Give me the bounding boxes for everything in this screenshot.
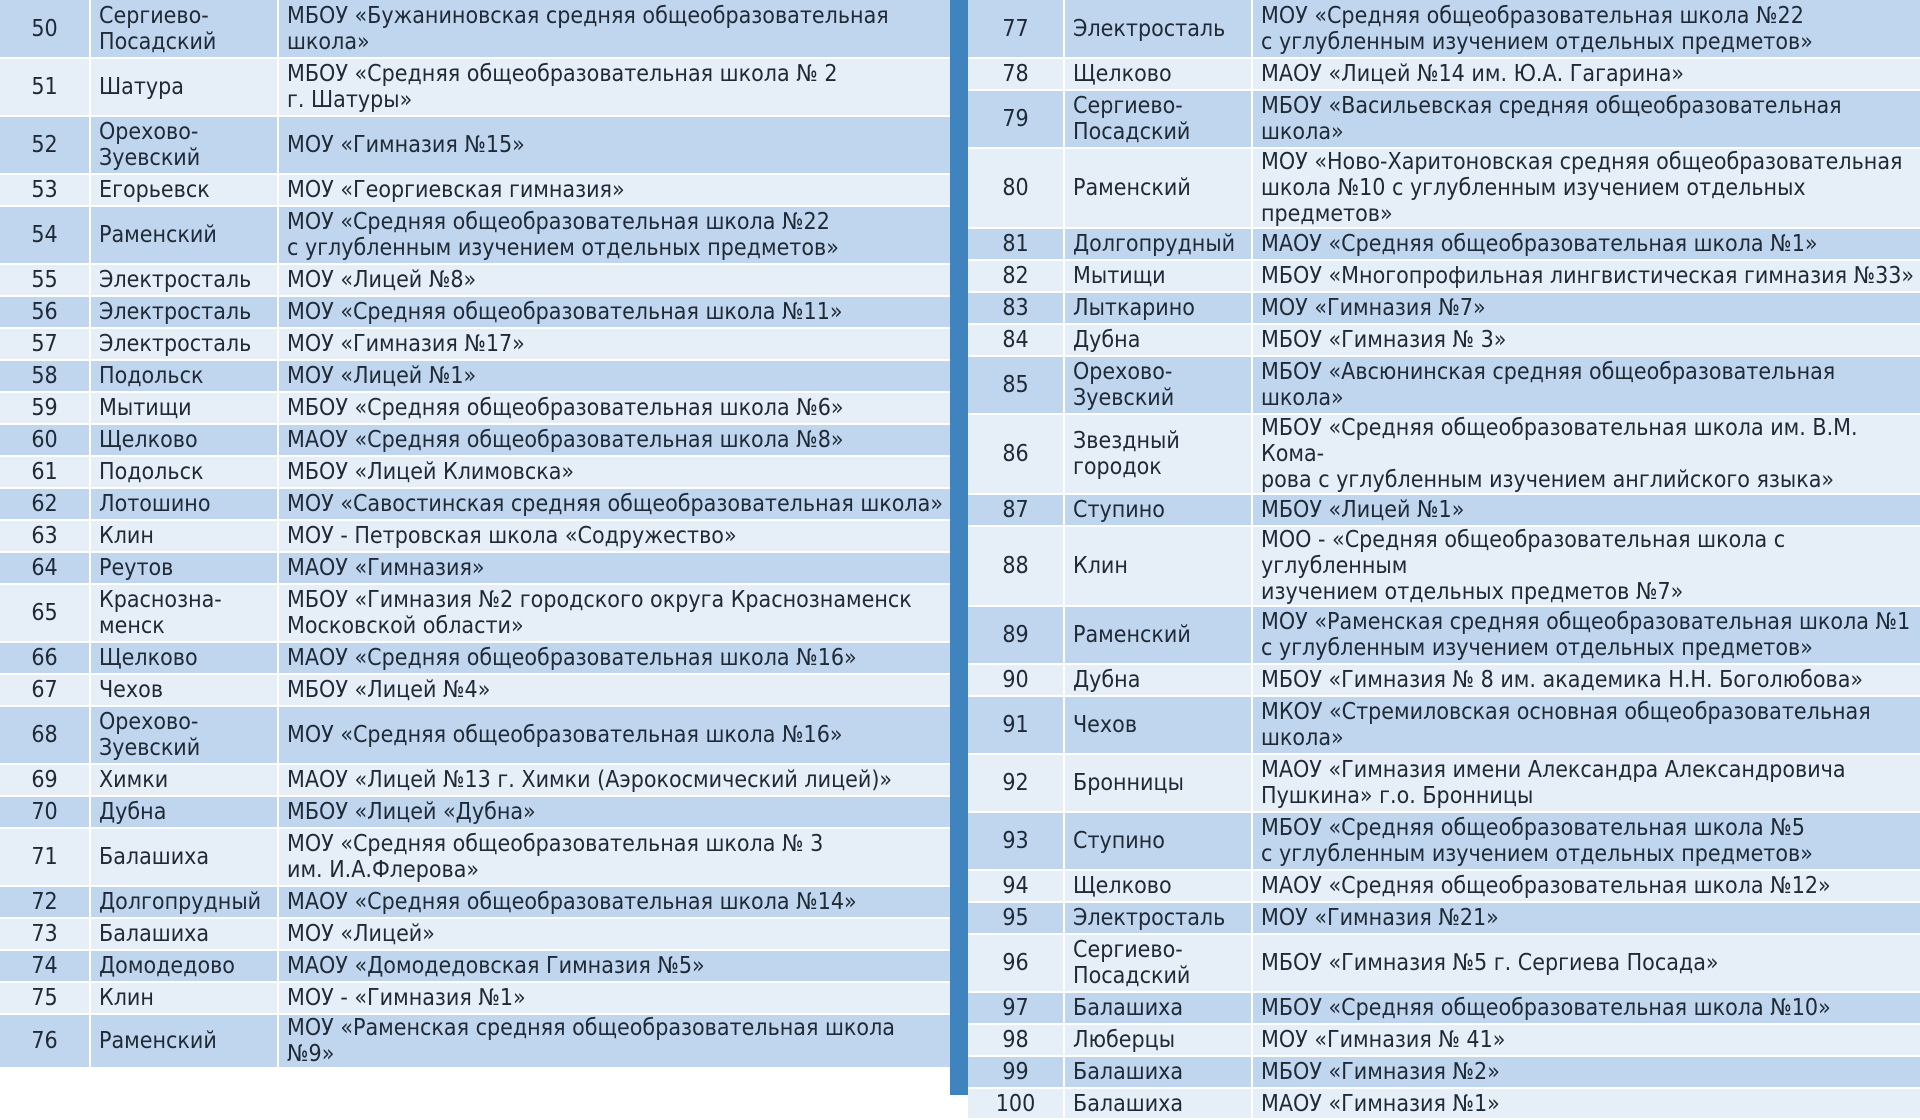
row-school: МОУ - Петровская школа «Содружество»	[278, 520, 950, 552]
row-city: Клин	[90, 520, 278, 552]
row-number: 90	[968, 664, 1064, 696]
row-school: МОУ «Лицей №8»	[278, 264, 950, 296]
table-left-panel	[0, 0, 950, 1095]
row-school: МОУ «Средняя общеобразовательная школа № 3 им. И.А.Флерова»	[278, 828, 950, 886]
row-city: Дубна	[1064, 324, 1252, 356]
row-school: МАОУ «Гимназия №1»	[1252, 1088, 1920, 1119]
row-school: МОУ «Ново-Харитоновская средняя общеобразовательная школа №10 с углубленным изучением отдельных предметов»	[1252, 148, 1920, 228]
row-number: 82	[968, 260, 1064, 292]
row-number: 81	[968, 228, 1064, 260]
row-number: 97	[968, 992, 1064, 1024]
row-number: 65	[0, 584, 90, 642]
row-school: МОУ «Гимназия №15»	[278, 116, 950, 174]
row-school: МБОУ «Гимназия №2»	[1252, 1056, 1920, 1088]
row-school: МОУ «Савостинская средняя общеобразовательная школа»	[278, 488, 950, 520]
table-row	[968, 494, 1920, 526]
row-city: Егорьевск	[90, 174, 278, 206]
row-number: 52	[0, 116, 90, 174]
row-school: МАОУ «Гимназия»	[278, 552, 950, 584]
row-school: МОУ «Средняя общеобразовательная школа №22 с углубленным изучением отдельных предметов»	[1252, 0, 1920, 58]
row-city: Мытищи	[1064, 260, 1252, 292]
row-number: 68	[0, 706, 90, 764]
table-row	[968, 0, 1920, 58]
table-row	[968, 526, 1920, 606]
row-number: 63	[0, 520, 90, 552]
row-city: Чехов	[90, 674, 278, 706]
table-row	[0, 328, 950, 360]
row-school: МАОУ «Средняя общеобразовательная школа №1»	[1252, 228, 1920, 260]
row-number: 53	[0, 174, 90, 206]
row-school: МАОУ «Средняя общеобразовательная школа №8»	[278, 424, 950, 456]
row-school: МОУ «Гимназия №17»	[278, 328, 950, 360]
row-number: 73	[0, 918, 90, 950]
row-city: Домодедово	[90, 950, 278, 982]
table-row	[968, 324, 1920, 356]
table-row	[0, 488, 950, 520]
row-number: 74	[0, 950, 90, 982]
row-city: Сергиево- Посадский	[1064, 934, 1252, 992]
schools-table-left	[0, 0, 950, 1069]
row-city: Раменский	[1064, 606, 1252, 664]
row-city: Раменский	[1064, 148, 1252, 228]
table-row	[968, 1024, 1920, 1056]
row-school: МБОУ «Гимназия №5 г. Сергиева Посада»	[1252, 934, 1920, 992]
row-city: Лыткарино	[1064, 292, 1252, 324]
table-row	[0, 456, 950, 488]
row-number: 91	[968, 696, 1064, 754]
row-city: Шатура	[90, 58, 278, 116]
table-row	[0, 828, 950, 886]
row-city: Балашиха	[1064, 1088, 1252, 1119]
table-row	[968, 228, 1920, 260]
row-school: МАОУ «Гимназия имени Александра Александровича Пушкина» г.о. Бронницы	[1252, 754, 1920, 812]
row-number: 98	[968, 1024, 1064, 1056]
row-school: МБОУ «Лицей Климовска»	[278, 456, 950, 488]
row-number: 59	[0, 392, 90, 424]
row-school: МОУ «Средняя общеобразовательная школа №22 с углубленным изучением отдельных предметов»	[278, 206, 950, 264]
row-school: МОУ «Средняя общеобразовательная школа №11»	[278, 296, 950, 328]
row-school: МБОУ «Лицей №4»	[278, 674, 950, 706]
row-number: 66	[0, 642, 90, 674]
row-city: Орехово- Зуевский	[90, 116, 278, 174]
row-city: Дубна	[90, 796, 278, 828]
row-number: 62	[0, 488, 90, 520]
row-city: Ступино	[1064, 812, 1252, 870]
table-row	[968, 696, 1920, 754]
row-school: МОО - «Средняя общеобразовательная школа с углубленным изучением отдельных предметов №7»	[1252, 526, 1920, 606]
schools-table-right	[968, 0, 1920, 1120]
row-city: Балашиха	[90, 828, 278, 886]
row-number: 95	[968, 902, 1064, 934]
row-school: МОУ «Георгиевская гимназия»	[278, 174, 950, 206]
row-city: Электросталь	[1064, 0, 1252, 58]
table-row	[0, 584, 950, 642]
table-row	[968, 664, 1920, 696]
row-school: МБОУ «Средняя общеобразовательная школа № 2 г. Шатуры»	[278, 58, 950, 116]
row-school: МКОУ «Стремиловская основная общеобразовательная школа»	[1252, 696, 1920, 754]
table-row	[0, 674, 950, 706]
table-row	[0, 58, 950, 116]
table-row	[0, 296, 950, 328]
table-row	[0, 520, 950, 552]
row-school: МБОУ «Гимназия № 3»	[1252, 324, 1920, 356]
table-row	[968, 606, 1920, 664]
row-city: Подольск	[90, 360, 278, 392]
row-city: Ступино	[1064, 494, 1252, 526]
row-school: МОУ «Гимназия № 41»	[1252, 1024, 1920, 1056]
table-row	[968, 58, 1920, 90]
column-divider	[950, 0, 968, 1095]
row-school: МБОУ «Лицей №1»	[1252, 494, 1920, 526]
row-school: МБОУ «Бужаниновская средняя общеобразовательная школа»	[278, 0, 950, 58]
row-school: МОУ - «Гимназия №1»	[278, 982, 950, 1014]
row-school: МАОУ «Средняя общеобразовательная школа №12»	[1252, 870, 1920, 902]
table-row	[968, 1056, 1920, 1088]
row-city: Лотошино	[90, 488, 278, 520]
row-city: Балашиха	[90, 918, 278, 950]
row-number: 93	[968, 812, 1064, 870]
row-number: 92	[968, 754, 1064, 812]
row-number: 94	[968, 870, 1064, 902]
table-row	[0, 206, 950, 264]
table-row	[0, 0, 950, 58]
row-school: МОУ «Лицей»	[278, 918, 950, 950]
row-number: 78	[968, 58, 1064, 90]
table-row	[968, 90, 1920, 148]
table-row	[968, 260, 1920, 292]
row-city: Электросталь	[90, 264, 278, 296]
table-row	[968, 754, 1920, 812]
table-row	[0, 360, 950, 392]
row-school: МОУ «Средняя общеобразовательная школа №16»	[278, 706, 950, 764]
row-city: Долгопрудный	[1064, 228, 1252, 260]
row-number: 57	[0, 328, 90, 360]
row-number: 54	[0, 206, 90, 264]
row-city: Раменский	[90, 1014, 278, 1068]
row-city: Мытищи	[90, 392, 278, 424]
row-city: Балашиха	[1064, 1056, 1252, 1088]
row-school: МБОУ «Многопрофильная лингвистическая гимназия №33»	[1252, 260, 1920, 292]
row-school: МАОУ «Лицей №14 им. Ю.А. Гагарина»	[1252, 58, 1920, 90]
table-row	[968, 414, 1920, 494]
table-row	[0, 174, 950, 206]
table-row	[0, 796, 950, 828]
row-school: МАОУ «Средняя общеобразовательная школа №16»	[278, 642, 950, 674]
row-city: Балашиха	[1064, 992, 1252, 1024]
table-row	[968, 934, 1920, 992]
table-row	[0, 392, 950, 424]
row-school: МБОУ «Средняя общеобразовательная школа им. В.М. Кома- рова с углубленным изучением английского языка»	[1252, 414, 1920, 494]
row-number: 70	[0, 796, 90, 828]
row-school: МАОУ «Домодедовская Гимназия №5»	[278, 950, 950, 982]
row-number: 69	[0, 764, 90, 796]
row-city: Электросталь	[1064, 902, 1252, 934]
table-row	[968, 292, 1920, 324]
row-city: Щелково	[1064, 870, 1252, 902]
row-number: 58	[0, 360, 90, 392]
row-number: 77	[968, 0, 1064, 58]
table-row	[968, 902, 1920, 934]
table-row	[0, 264, 950, 296]
row-number: 72	[0, 886, 90, 918]
row-number: 85	[968, 356, 1064, 414]
table-row	[0, 116, 950, 174]
table-row	[0, 1014, 950, 1068]
row-number: 89	[968, 606, 1064, 664]
table-row	[968, 812, 1920, 870]
row-number: 83	[968, 292, 1064, 324]
table-row	[0, 552, 950, 584]
row-city: Орехово- Зуевский	[1064, 356, 1252, 414]
row-city: Бронницы	[1064, 754, 1252, 812]
row-city: Химки	[90, 764, 278, 796]
row-school: МОУ «Гимназия №7»	[1252, 292, 1920, 324]
row-number: 87	[968, 494, 1064, 526]
table-row	[968, 870, 1920, 902]
row-number: 67	[0, 674, 90, 706]
row-number: 96	[968, 934, 1064, 992]
table-right-panel	[968, 0, 1920, 1117]
table-row	[968, 148, 1920, 228]
row-city: Клин	[90, 982, 278, 1014]
row-city: Сергиево- Посадский	[1064, 90, 1252, 148]
row-number: 84	[968, 324, 1064, 356]
row-city: Раменский	[90, 206, 278, 264]
row-school: МБОУ «Гимназия № 8 им. академика Н.Н. Боголюбова»	[1252, 664, 1920, 696]
table-row	[0, 706, 950, 764]
row-school: МБОУ «Авсюнинская средняя общеобразовательная школа»	[1252, 356, 1920, 414]
row-city: Подольск	[90, 456, 278, 488]
row-school: МБОУ «Средняя общеобразовательная школа №6»	[278, 392, 950, 424]
row-school: МОУ «Гимназия №21»	[1252, 902, 1920, 934]
row-school: МБОУ «Гимназия №2 городского округа Краснознаменск Московской области»	[278, 584, 950, 642]
row-city: Сергиево- Посадский	[90, 0, 278, 58]
row-city: Клин	[1064, 526, 1252, 606]
row-number: 60	[0, 424, 90, 456]
row-number: 80	[968, 148, 1064, 228]
table-row	[0, 642, 950, 674]
table-row	[0, 424, 950, 456]
row-number: 88	[968, 526, 1064, 606]
table-row	[968, 992, 1920, 1024]
row-city: Дубна	[1064, 664, 1252, 696]
table-row	[968, 356, 1920, 414]
row-city: Звездный городок	[1064, 414, 1252, 494]
row-number: 100	[968, 1088, 1064, 1119]
row-number: 99	[968, 1056, 1064, 1088]
row-number: 86	[968, 414, 1064, 494]
row-number: 51	[0, 58, 90, 116]
row-city: Орехово- Зуевский	[90, 706, 278, 764]
row-number: 56	[0, 296, 90, 328]
row-number: 71	[0, 828, 90, 886]
table-row	[0, 950, 950, 982]
row-city: Люберцы	[1064, 1024, 1252, 1056]
table-row	[0, 886, 950, 918]
row-school: МОУ «Лицей №1»	[278, 360, 950, 392]
row-school: МБОУ «Средняя общеобразовательная школа №10»	[1252, 992, 1920, 1024]
row-number: 55	[0, 264, 90, 296]
row-city: Краснозна- менск	[90, 584, 278, 642]
row-city: Щелково	[90, 424, 278, 456]
row-number: 50	[0, 0, 90, 58]
row-number: 76	[0, 1014, 90, 1068]
row-school: МБОУ «Средняя общеобразовательная школа №5 с углубленным изучением отдельных предметов»	[1252, 812, 1920, 870]
row-number: 61	[0, 456, 90, 488]
row-city: Электросталь	[90, 296, 278, 328]
row-school: МБОУ «Лицей «Дубна»	[278, 796, 950, 828]
row-city: Электросталь	[90, 328, 278, 360]
row-number: 79	[968, 90, 1064, 148]
row-city: Чехов	[1064, 696, 1252, 754]
row-school: МБОУ «Васильевская средняя общеобразовательная школа»	[1252, 90, 1920, 148]
row-school: МОУ «Раменская средняя общеобразовательная школа №9»	[278, 1014, 950, 1068]
row-city: Долгопрудный	[90, 886, 278, 918]
table-row	[0, 764, 950, 796]
table-row	[968, 1088, 1920, 1119]
row-city: Реутов	[90, 552, 278, 584]
row-school: МОУ «Раменская средняя общеобразовательная школа №1 с углубленным изучением отдельных предметов»	[1252, 606, 1920, 664]
row-number: 75	[0, 982, 90, 1014]
table-row	[0, 918, 950, 950]
row-school: МАОУ «Средняя общеобразовательная школа №14»	[278, 886, 950, 918]
row-city: Щелково	[1064, 58, 1252, 90]
row-city: Щелково	[90, 642, 278, 674]
row-school: МАОУ «Лицей №13 г. Химки (Аэрокосмический лицей)»	[278, 764, 950, 796]
row-number: 64	[0, 552, 90, 584]
table-row	[0, 982, 950, 1014]
